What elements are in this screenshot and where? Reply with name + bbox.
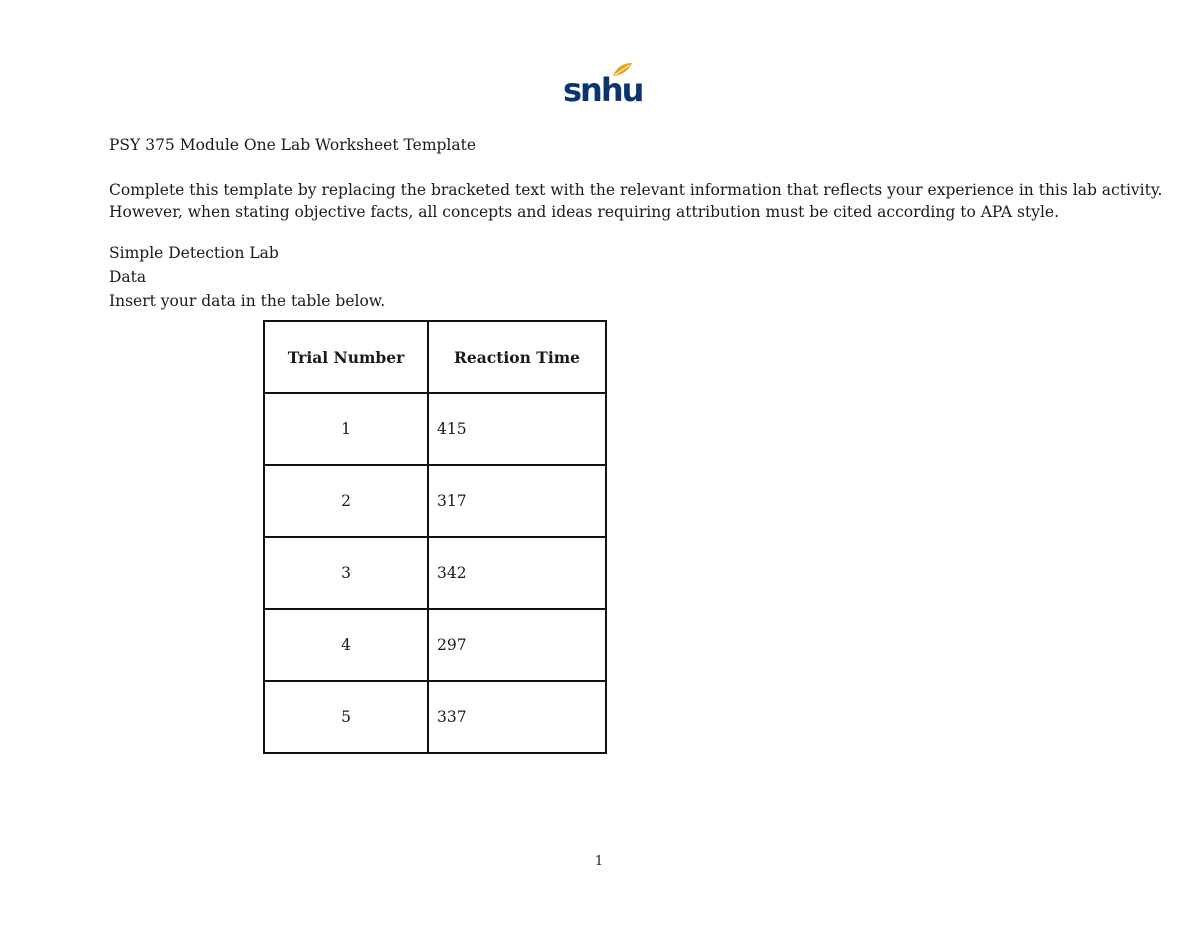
table-row <box>264 465 606 537</box>
header-trial-number: Trial Number <box>264 321 428 393</box>
trial-number-cell[interactable]: 3 <box>264 537 428 609</box>
table-header-row <box>264 321 606 393</box>
snhu-logo <box>563 62 643 110</box>
reaction-time-cell[interactable]: 342 <box>428 537 606 609</box>
table-row <box>264 537 606 609</box>
reaction-time-cell[interactable]: 317 <box>428 465 606 537</box>
header-reaction-time: Reaction Time <box>428 321 606 393</box>
reaction-time-cell[interactable]: 297 <box>428 609 606 681</box>
document-title: PSY 375 Module One Lab Worksheet Template <box>109 136 477 154</box>
table-row <box>264 681 606 753</box>
insert-instruction: Insert your data in the table below. <box>109 292 386 310</box>
lab-name: Simple Detection Lab <box>109 244 279 262</box>
reaction-time-table <box>263 320 607 754</box>
logo-wordmark: snhu <box>563 71 643 109</box>
data-heading: Data <box>109 268 147 286</box>
trial-number-cell[interactable]: 2 <box>264 465 428 537</box>
trial-number-cell[interactable]: 5 <box>264 681 428 753</box>
table-row <box>264 609 606 681</box>
instructions-line-1: Complete this template by replacing the bracketed text with the relevant information that reflects your experience in this lab activity. <box>109 181 1163 199</box>
page-number: 1 <box>594 854 604 869</box>
table-row <box>264 393 606 465</box>
reaction-time-cell[interactable]: 415 <box>428 393 606 465</box>
trial-number-cell[interactable]: 1 <box>264 393 428 465</box>
reaction-time-cell[interactable]: 337 <box>428 681 606 753</box>
trial-number-cell[interactable]: 4 <box>264 609 428 681</box>
leaf-icon <box>611 62 633 78</box>
instructions-line-2: However, when stating objective facts, all concepts and ideas requiring attribution must be cited according to APA style. <box>109 203 1060 221</box>
